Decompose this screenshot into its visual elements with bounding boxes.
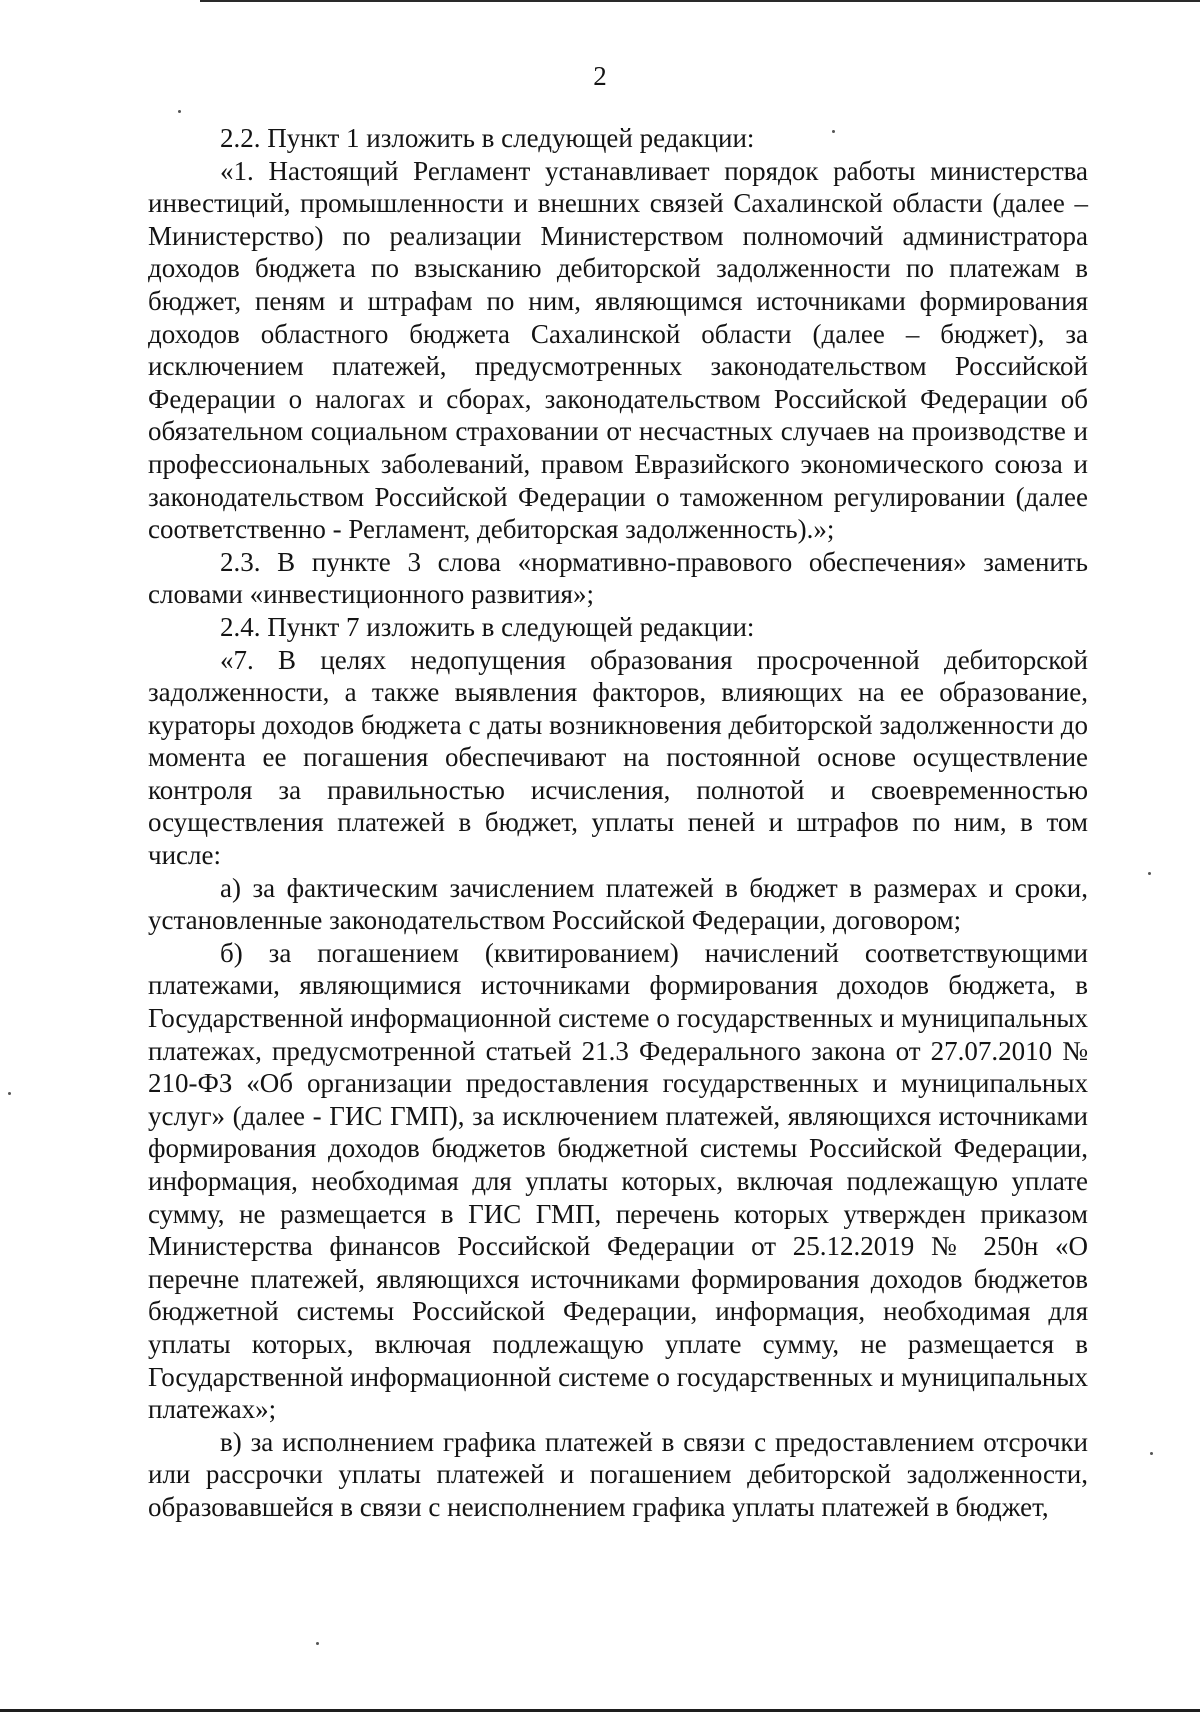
scan-speck: [1148, 872, 1151, 875]
paragraph-item-v: в) за исполнением графика платежей в связи с предоставлением отсрочки или рассрочки уплаты платежей и погашением дебиторской задолженности, образовавшейся в связи с неисполнением графика уплаты платежей в бюджет,: [148, 1426, 1088, 1522]
scan-top-edge: [200, 0, 1200, 2]
scan-speck: [832, 130, 835, 133]
paragraph-item-a: а) за фактическим зачислением платежей в бюджет в размерах и сроки, установленные законодательством Российской Федерации, договором;: [148, 872, 1088, 936]
scan-speck: [316, 1642, 319, 1645]
document-body: [148, 122, 1088, 1524]
scan-speck: [178, 110, 181, 113]
paragraph-point-7-text: «7. В целях недопущения образования просроченной дебиторской задолженности, а также выявления факторов, влияющих на ее образование, кураторы доходов бюджета с даты возникновения дебиторской задолженности до момента ее погашения обеспечивают на постоянной основе осуществление контроля за правильностью исчисления, полнотой и своевременностью осуществления платежей в бюджет, уплаты пеней и штрафов по ним, в том числе:: [148, 644, 1088, 871]
scan-speck: [1150, 1452, 1153, 1455]
paragraph-item-b: б) за погашением (квитированием) начислений соответствующими платежами, являющимися источниками формирования доходов бюджета, в Государственной информационной системе о государственных и муниципальных платежах, предусмотренной статьей 21.3 Федерального закона от 27.07.2010 № 210-ФЗ «Об организации предоставления государственных и муниципальных услуг» (далее - ГИС ГМП), за исключением платежей, являющихся источниками формирования доходов бюджетов бюджетной системы Российской Федерации, информация, необходимая для уплаты которых, включая подлежащую уплате сумму, не размещается в ГИС ГМП, перечень которых утвержден приказом Министерства финансов Российской Федерации от 25.12.2019 № 250н «О перечне платежей, являющихся источниками формирования доходов бюджетов бюджетной системы Российской Федерации, информация, необходимая для уплаты которых, включая подлежащую уплате сумму, не размещается в Государственной информационной системе о государственных и муниципальных платежах»;: [148, 937, 1088, 1425]
page-number: 2: [593, 61, 607, 91]
paragraph-2-4: 2.4. Пункт 7 изложить в следующей редакции:: [220, 611, 755, 642]
scan-bottom-edge: [0, 1709, 1200, 1712]
paragraph-point-1-text: «1. Настоящий Регламент устанавливает порядок работы министерства инвестиций, промышленности и внешних связей Сахалинской области (далее – Министерство) по реализации Министерством полномочий администратора доходов бюджета по взысканию дебиторской задолженности по платежам в бюджет, пеням и штрафам по ним, являющимся источниками формирования доходов областного бюджета Сахалинской области (далее – бюджет), за исключением платежей, предусмотренных законодательством Российской Федерации о налогах и сборах, законодательством Российской Федерации об обязательном социальном страховании от несчастных случаев на производстве и профессиональных заболеваний, правом Евразийского экономического союза и законодательством Российской Федерации о таможенном регулировании (далее соответственно - Регламент, дебиторская задолженность).»;: [148, 155, 1088, 545]
scan-speck: [8, 1092, 11, 1095]
paragraph-2-3: 2.3. В пункте 3 слова «нормативно-правового обеспечения» заменить словами «инвестиционного развития»;: [148, 546, 1088, 610]
paragraph-2-2: 2.2. Пункт 1 изложить в следующей редакции:: [220, 123, 755, 153]
